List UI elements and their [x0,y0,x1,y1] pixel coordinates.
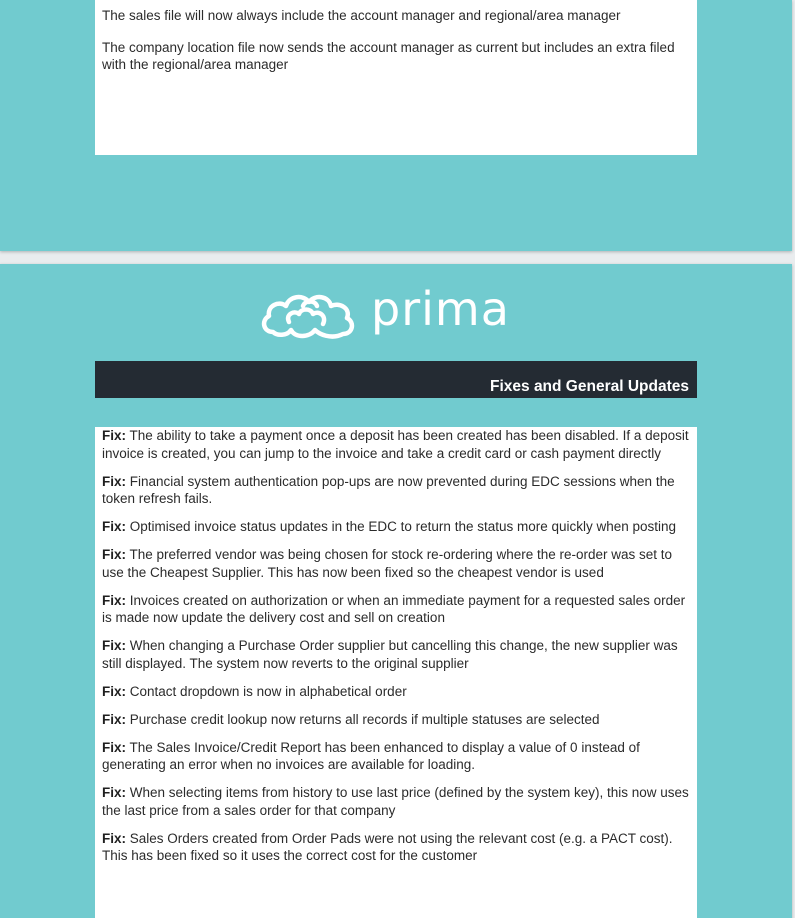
fix-item [102,637,690,672]
fix-text: Purchase credit lookup now returns all records if multiple statuses are selected [129,711,600,727]
fix-text: Optimised invoice status updates in the EDC to return the status more quickly when posting [129,519,677,534]
fix-text: When selecting items from history to use last price (defined by the system key), this now uses the last price from a sales order for that company [102,785,689,818]
fix-item [102,739,690,774]
top-paragraph-1: The sales file will now always include the account manager and regional/area manager [102,8,621,23]
fix-text: Invoices created on authorization or when an immediate payment for a requested sales order is made now update the delivery cost and sell on creation [102,592,686,625]
fix-label: Fix: [102,785,127,800]
fix-item [102,592,690,627]
fix-label: Fix: [102,830,127,846]
fix-item [102,784,690,819]
section-header-bar [95,361,697,398]
fix-label: Fix: [102,428,127,443]
top-content-box [95,0,697,155]
fix-text: The preferred vendor was being chosen for stock re-ordering where the re-order was set to use the Cheapest Supplier. This has now been fixed so the cheapest vendor is used [102,547,673,580]
fix-item [102,546,690,581]
fix-label: Fix: [102,547,127,562]
fixes-content-box [95,427,697,918]
fix-item [102,427,690,462]
fix-text: When changing a Purchase Order supplier but cancelling this change, the new supplier was still displayed. The system now reverts to the original supplier [102,638,678,671]
section-title: Fixes and General Updates [490,378,689,395]
prima-logo [259,281,510,341]
fix-item [102,711,690,729]
fix-label: Fix: [102,683,127,699]
document-page-bottom [0,264,792,918]
fix-label: Fix: [102,519,127,534]
fix-label: Fix: [102,711,127,727]
top-paragraph-2: The company location file now sends the account manager as current but includes an extra filed with the regional/area manager [102,39,675,72]
fix-text: The ability to take a payment once a deposit has been created has been disabled. If a deposit invoice is created, you can jump to the invoice and take a credit card or cash payment directly [102,428,689,461]
fix-text: Financial system authentication pop-ups are now prevented during EDC sessions when the token refresh fails. [102,473,675,506]
fix-text: Sales Orders created from Order Pads were not using the relevant cost (e.g. a PACT cost). This has been fixed so it uses the correct cost for the customer [102,830,673,863]
fix-label: Fix: [102,739,127,755]
fix-item [102,683,690,701]
fix-item [102,830,690,865]
logo-wordmark: prima [371,282,510,336]
fix-item [102,473,690,508]
fix-text: The Sales Invoice/Credit Report has been enhanced to display a value of 0 instead of generating an error when no invoices are available for loading. [102,739,640,772]
fix-label: Fix: [102,638,127,653]
fix-label: Fix: [102,473,127,489]
fix-text: Contact dropdown is now in alphabetical order [129,683,407,699]
fix-label: Fix: [102,592,127,608]
fix-item [102,518,690,536]
document-page-top [0,0,792,251]
cloud-cluster-icon [259,282,359,340]
